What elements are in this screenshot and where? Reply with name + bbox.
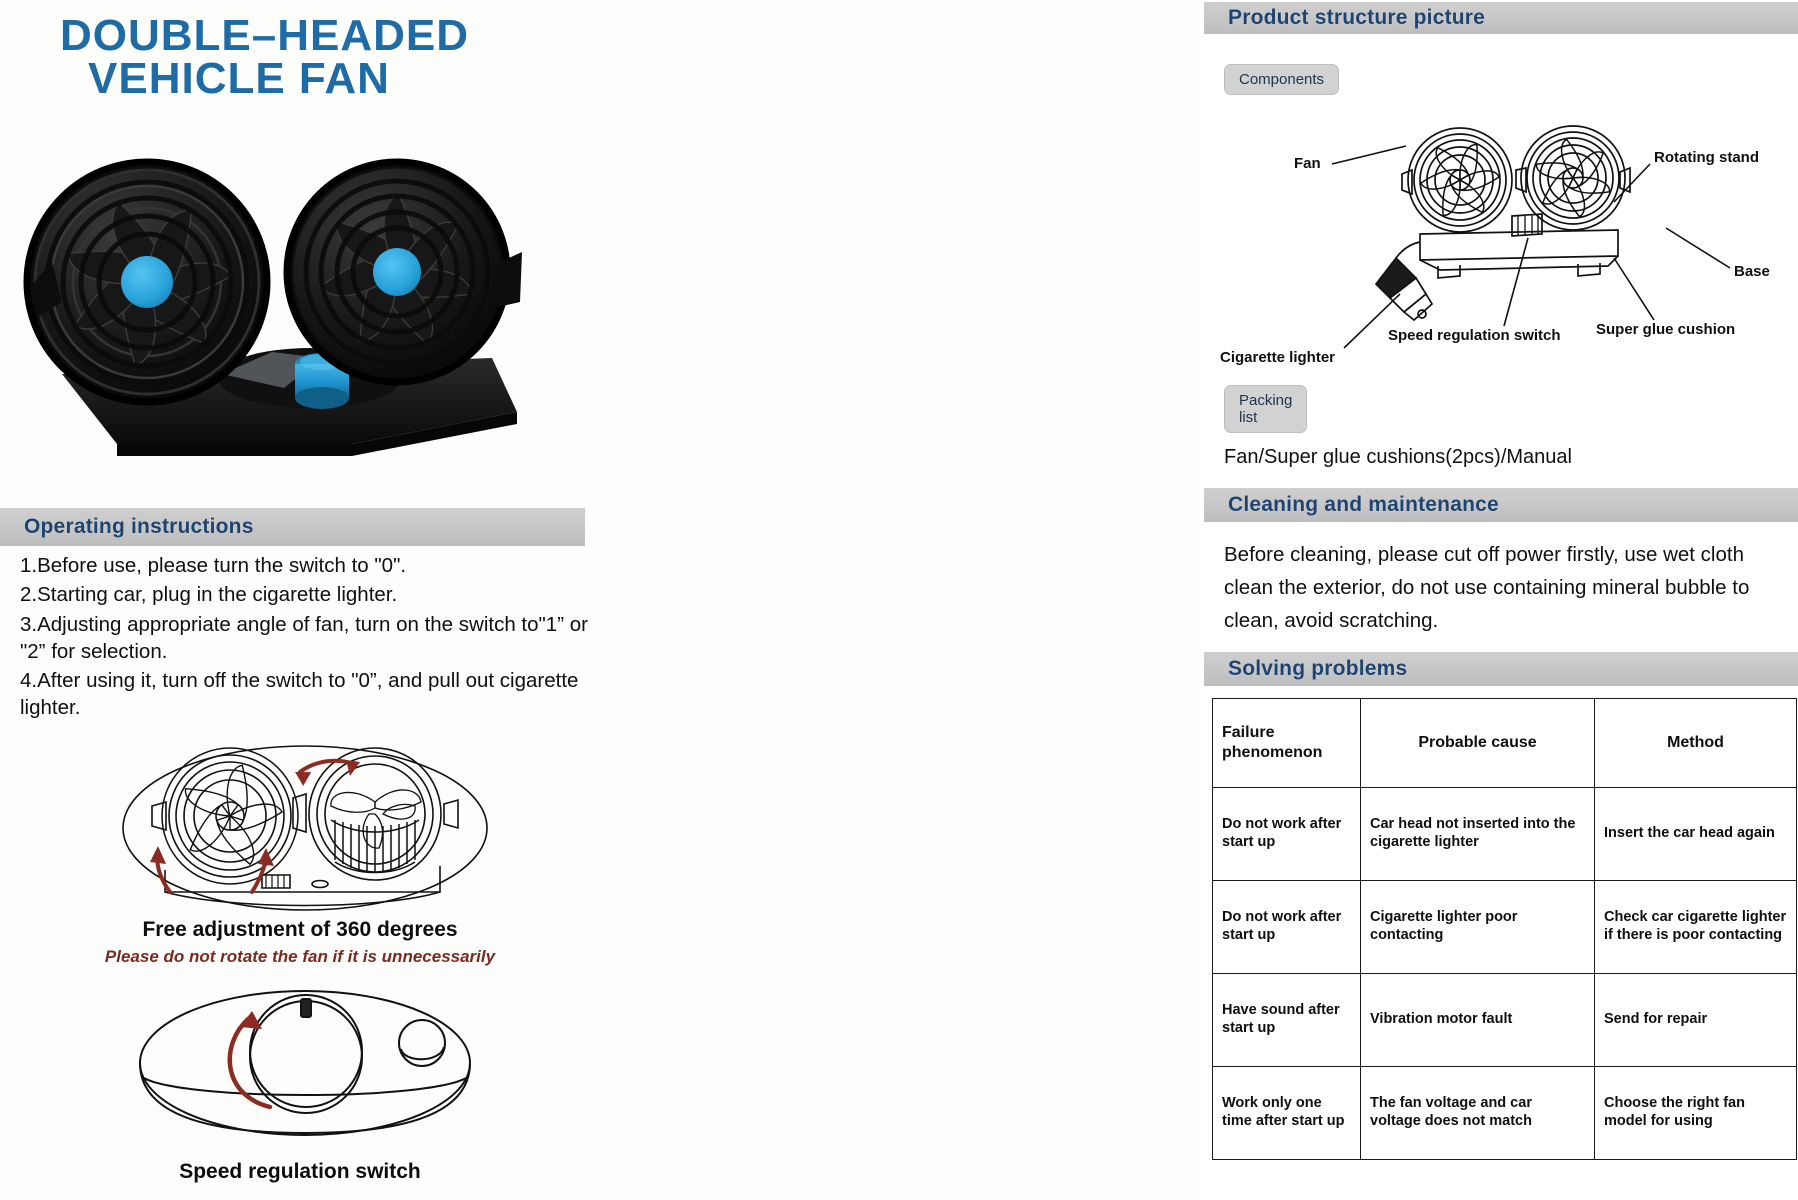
instruction-item-2: 2.Starting car, plug in the cigarette lighter. — [20, 583, 398, 607]
cell-cause: Car head not inserted into the cigarette lighter — [1361, 788, 1595, 881]
solving-problems-title: Solving problems — [1228, 657, 1408, 680]
rotation-diagram-caption: Free adjustment of 360 degrees — [142, 918, 458, 941]
right-column — [600, 0, 1787, 1200]
label-cigarette-lighter: Cigarette lighter — [1220, 349, 1336, 366]
solving-problems-table — [1212, 698, 1797, 1160]
table-header-row — [1213, 699, 1797, 788]
label-speed-regulation-switch: Speed regulation switch — [1388, 327, 1561, 344]
cleaning-header — [1204, 488, 1798, 522]
product-structure-title: Product structure picture — [1228, 6, 1486, 29]
page-title-line1: DOUBLE–HEADED — [60, 11, 470, 60]
components-badge — [1224, 64, 1339, 95]
cell-phenomenon: Do not work after start up — [1213, 881, 1361, 974]
label-fan: Fan — [1294, 155, 1321, 172]
components-badge-label: Components — [1224, 64, 1339, 95]
rotation-arrow-group — [157, 761, 354, 892]
packing-list-badge — [1224, 385, 1307, 433]
table-row — [1213, 881, 1797, 974]
solving-problems-header — [1204, 652, 1798, 686]
packing-list-text: Fan/Super glue cushions(2pcs)/Manual — [1224, 446, 1572, 468]
cell-cause: Vibration motor fault — [1361, 974, 1595, 1067]
product-structure-header — [1204, 2, 1798, 34]
speed-knob-caption: Speed regulation switch — [179, 1160, 421, 1183]
product-photo — [22, 112, 542, 462]
structure-leader-lines — [1332, 146, 1730, 348]
structure-diagram-illustration — [1210, 118, 1795, 368]
label-super-glue-cushion: Super glue cushion — [1596, 321, 1736, 338]
fan-hub-right — [373, 248, 421, 296]
instruction-item-3: 3.Adjusting appropriate angle of fan, turn on the switch to"1” or "2” for selection. — [20, 612, 588, 663]
cell-method: Send for repair — [1595, 974, 1797, 1067]
column-header-cause: Probable cause — [1361, 699, 1595, 788]
table-row — [1213, 974, 1797, 1067]
column-header-method: Method — [1595, 699, 1797, 788]
cell-method: Check car cigarette lighter if there is poor contacting — [1595, 881, 1797, 974]
cell-phenomenon: Do not work after start up — [1213, 788, 1361, 881]
label-rotating-stand: Rotating stand — [1654, 149, 1759, 166]
speed-knob-diagram — [110, 985, 500, 1155]
cell-cause: The fan voltage and car voltage does not match — [1361, 1067, 1595, 1160]
rotation-arrow-heads — [150, 760, 360, 866]
cleaning-title: Cleaning and maintenance — [1228, 493, 1499, 516]
label-base: Base — [1734, 263, 1770, 280]
packing-list-badge-label: Packing list — [1224, 385, 1307, 433]
rotation-diagram-illustration — [110, 742, 500, 917]
fan-hub-left — [121, 256, 173, 308]
rotation-diagram — [110, 742, 500, 917]
structure-diagram — [1210, 118, 1795, 368]
cell-cause: Cigarette lighter poor contacting — [1361, 881, 1595, 974]
instruction-item-1: 1.Before use, please turn the switch to "0". — [20, 554, 407, 577]
rotation-diagram-note: Please do not rotate the fan if it is unnecessarily — [104, 947, 496, 966]
cleaning-text: Before cleaning, please cut off power firstly, use wet cloth clean the exterior, do not use containing mineral bubble to clean, avoid scratching. — [1224, 543, 1750, 633]
instruction-item-4: 4.After using it, turn off the switch to "0”, and pull out cigarette lighter. — [20, 669, 579, 720]
cell-phenomenon: Work only one time after start up — [1213, 1067, 1361, 1160]
operating-instructions-list — [20, 552, 590, 724]
table-row — [1213, 788, 1797, 881]
page-title-line2: VEHICLE FAN — [88, 54, 390, 104]
left-column — [0, 0, 600, 1200]
operating-instructions-title: Operating instructions — [24, 515, 254, 538]
cell-method: Choose the right fan model for using — [1595, 1067, 1797, 1160]
table-row — [1213, 1067, 1797, 1160]
column-header-phenomenon: Failure phenomenon — [1213, 699, 1361, 788]
operating-instructions-header — [0, 508, 585, 546]
speed-knob-illustration — [110, 985, 500, 1155]
product-photo-illustration — [22, 112, 542, 462]
cell-phenomenon: Have sound after start up — [1213, 974, 1361, 1067]
page-title — [60, 11, 540, 104]
cell-method: Insert the car head again — [1595, 788, 1797, 881]
